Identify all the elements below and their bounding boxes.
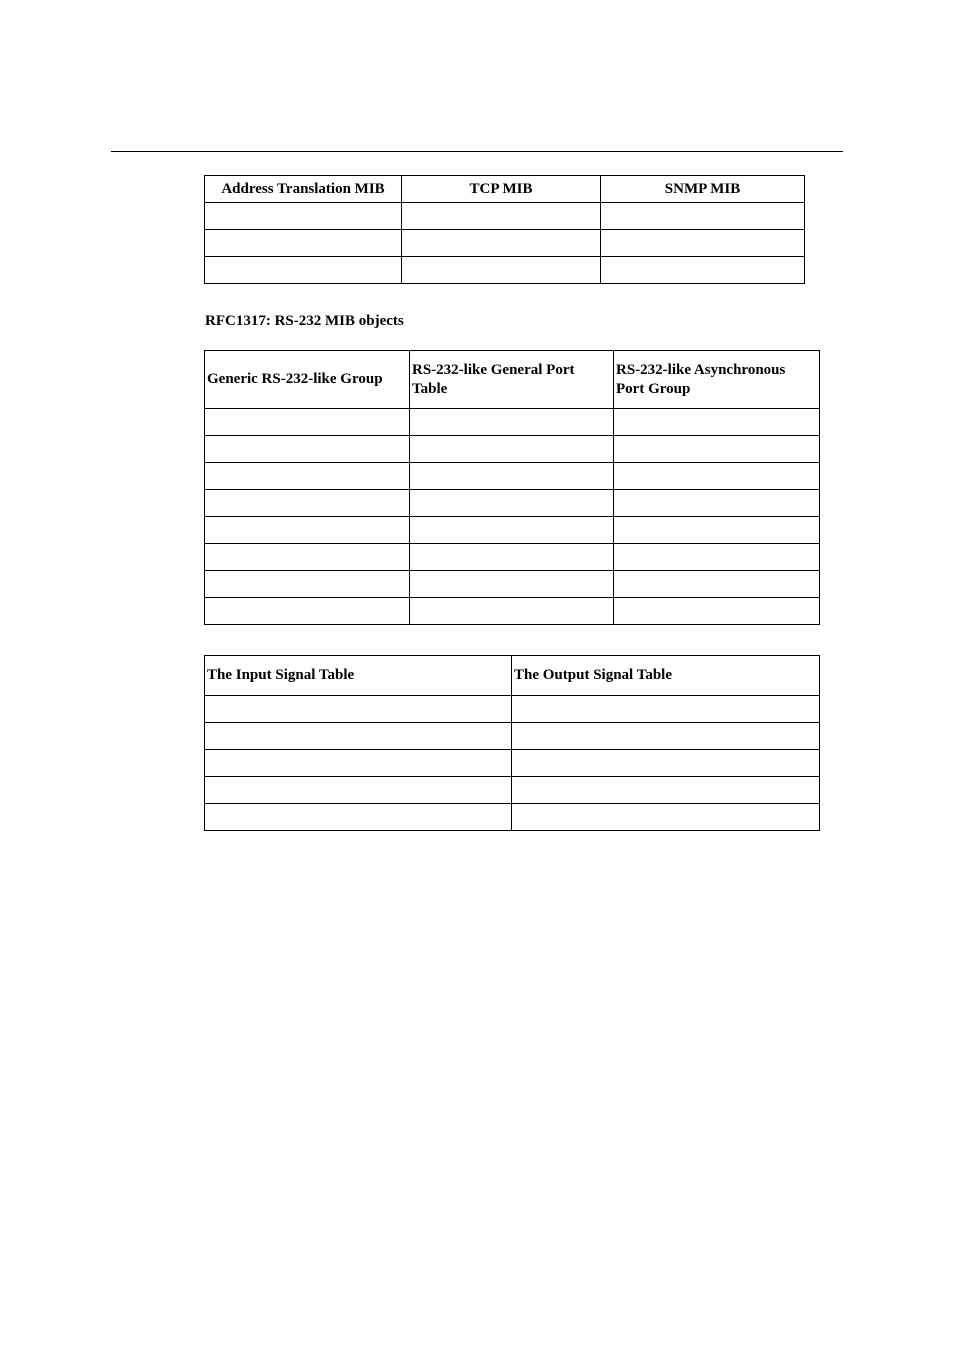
table-cell [402, 203, 601, 230]
table-header-row [205, 351, 820, 409]
header-rule [111, 151, 843, 152]
table-cell [410, 463, 614, 490]
table-cell [410, 517, 614, 544]
table-cell [205, 257, 402, 284]
column-header-async-port-group: RS-232-like Asynchronous Port Group [614, 351, 820, 409]
table-cell [205, 203, 402, 230]
table-row [205, 777, 820, 804]
table-cell [601, 203, 805, 230]
table-cell [512, 696, 820, 723]
table-cell [614, 544, 820, 571]
table-cell [410, 544, 614, 571]
table-cell [410, 490, 614, 517]
table-cell [205, 230, 402, 257]
column-header-input-signal-table: The Input Signal Table [205, 656, 512, 696]
table-cell [402, 230, 601, 257]
table-cell [205, 544, 410, 571]
table-row [205, 723, 820, 750]
column-header-tcp-mib: TCP MIB [402, 176, 601, 203]
table-cell [614, 598, 820, 625]
mib-groups-table [204, 175, 805, 284]
table-cell [614, 517, 820, 544]
table-cell [512, 750, 820, 777]
table-cell [410, 571, 614, 598]
table-cell [205, 696, 512, 723]
table-row [205, 230, 805, 257]
rs232-mib-table [204, 350, 820, 625]
table-cell [402, 257, 601, 284]
table-row [205, 571, 820, 598]
table-cell [614, 436, 820, 463]
table-cell [410, 436, 614, 463]
table-cell [205, 571, 410, 598]
table-row [205, 598, 820, 625]
table-cell [205, 750, 512, 777]
table-cell [614, 463, 820, 490]
table-cell [205, 436, 410, 463]
table-row [205, 544, 820, 571]
table-row [205, 409, 820, 436]
table-cell [601, 230, 805, 257]
table-cell [205, 463, 410, 490]
column-header-address-translation-mib: Address Translation MIB [205, 176, 402, 203]
table-row [205, 517, 820, 544]
table-row [205, 257, 805, 284]
table-cell [205, 723, 512, 750]
table-row [205, 490, 820, 517]
table-cell [205, 598, 410, 625]
table-cell [205, 804, 512, 831]
table-cell [410, 409, 614, 436]
table-row [205, 696, 820, 723]
table-row [205, 436, 820, 463]
column-header-general-port-table: RS-232-like General Port Table [410, 351, 614, 409]
table-cell [205, 777, 512, 804]
table-cell [205, 490, 410, 517]
column-header-snmp-mib: SNMP MIB [601, 176, 805, 203]
table-row [205, 463, 820, 490]
column-header-output-signal-table: The Output Signal Table [512, 656, 820, 696]
table-cell [614, 571, 820, 598]
table-row [205, 804, 820, 831]
table-cell [512, 804, 820, 831]
table-row [205, 203, 805, 230]
table-cell [614, 490, 820, 517]
table-row [205, 750, 820, 777]
signal-table [204, 655, 820, 831]
table-cell [512, 723, 820, 750]
table-cell [614, 409, 820, 436]
rs232-section-title: RFC1317: RS-232 MIB objects [205, 313, 404, 329]
table-cell [205, 517, 410, 544]
table-header-row [205, 656, 820, 696]
table-cell [205, 409, 410, 436]
column-header-generic-group: Generic RS-232-like Group [205, 351, 410, 409]
table-header-row [205, 176, 805, 203]
table-cell [512, 777, 820, 804]
table-cell [410, 598, 614, 625]
table-cell [601, 257, 805, 284]
